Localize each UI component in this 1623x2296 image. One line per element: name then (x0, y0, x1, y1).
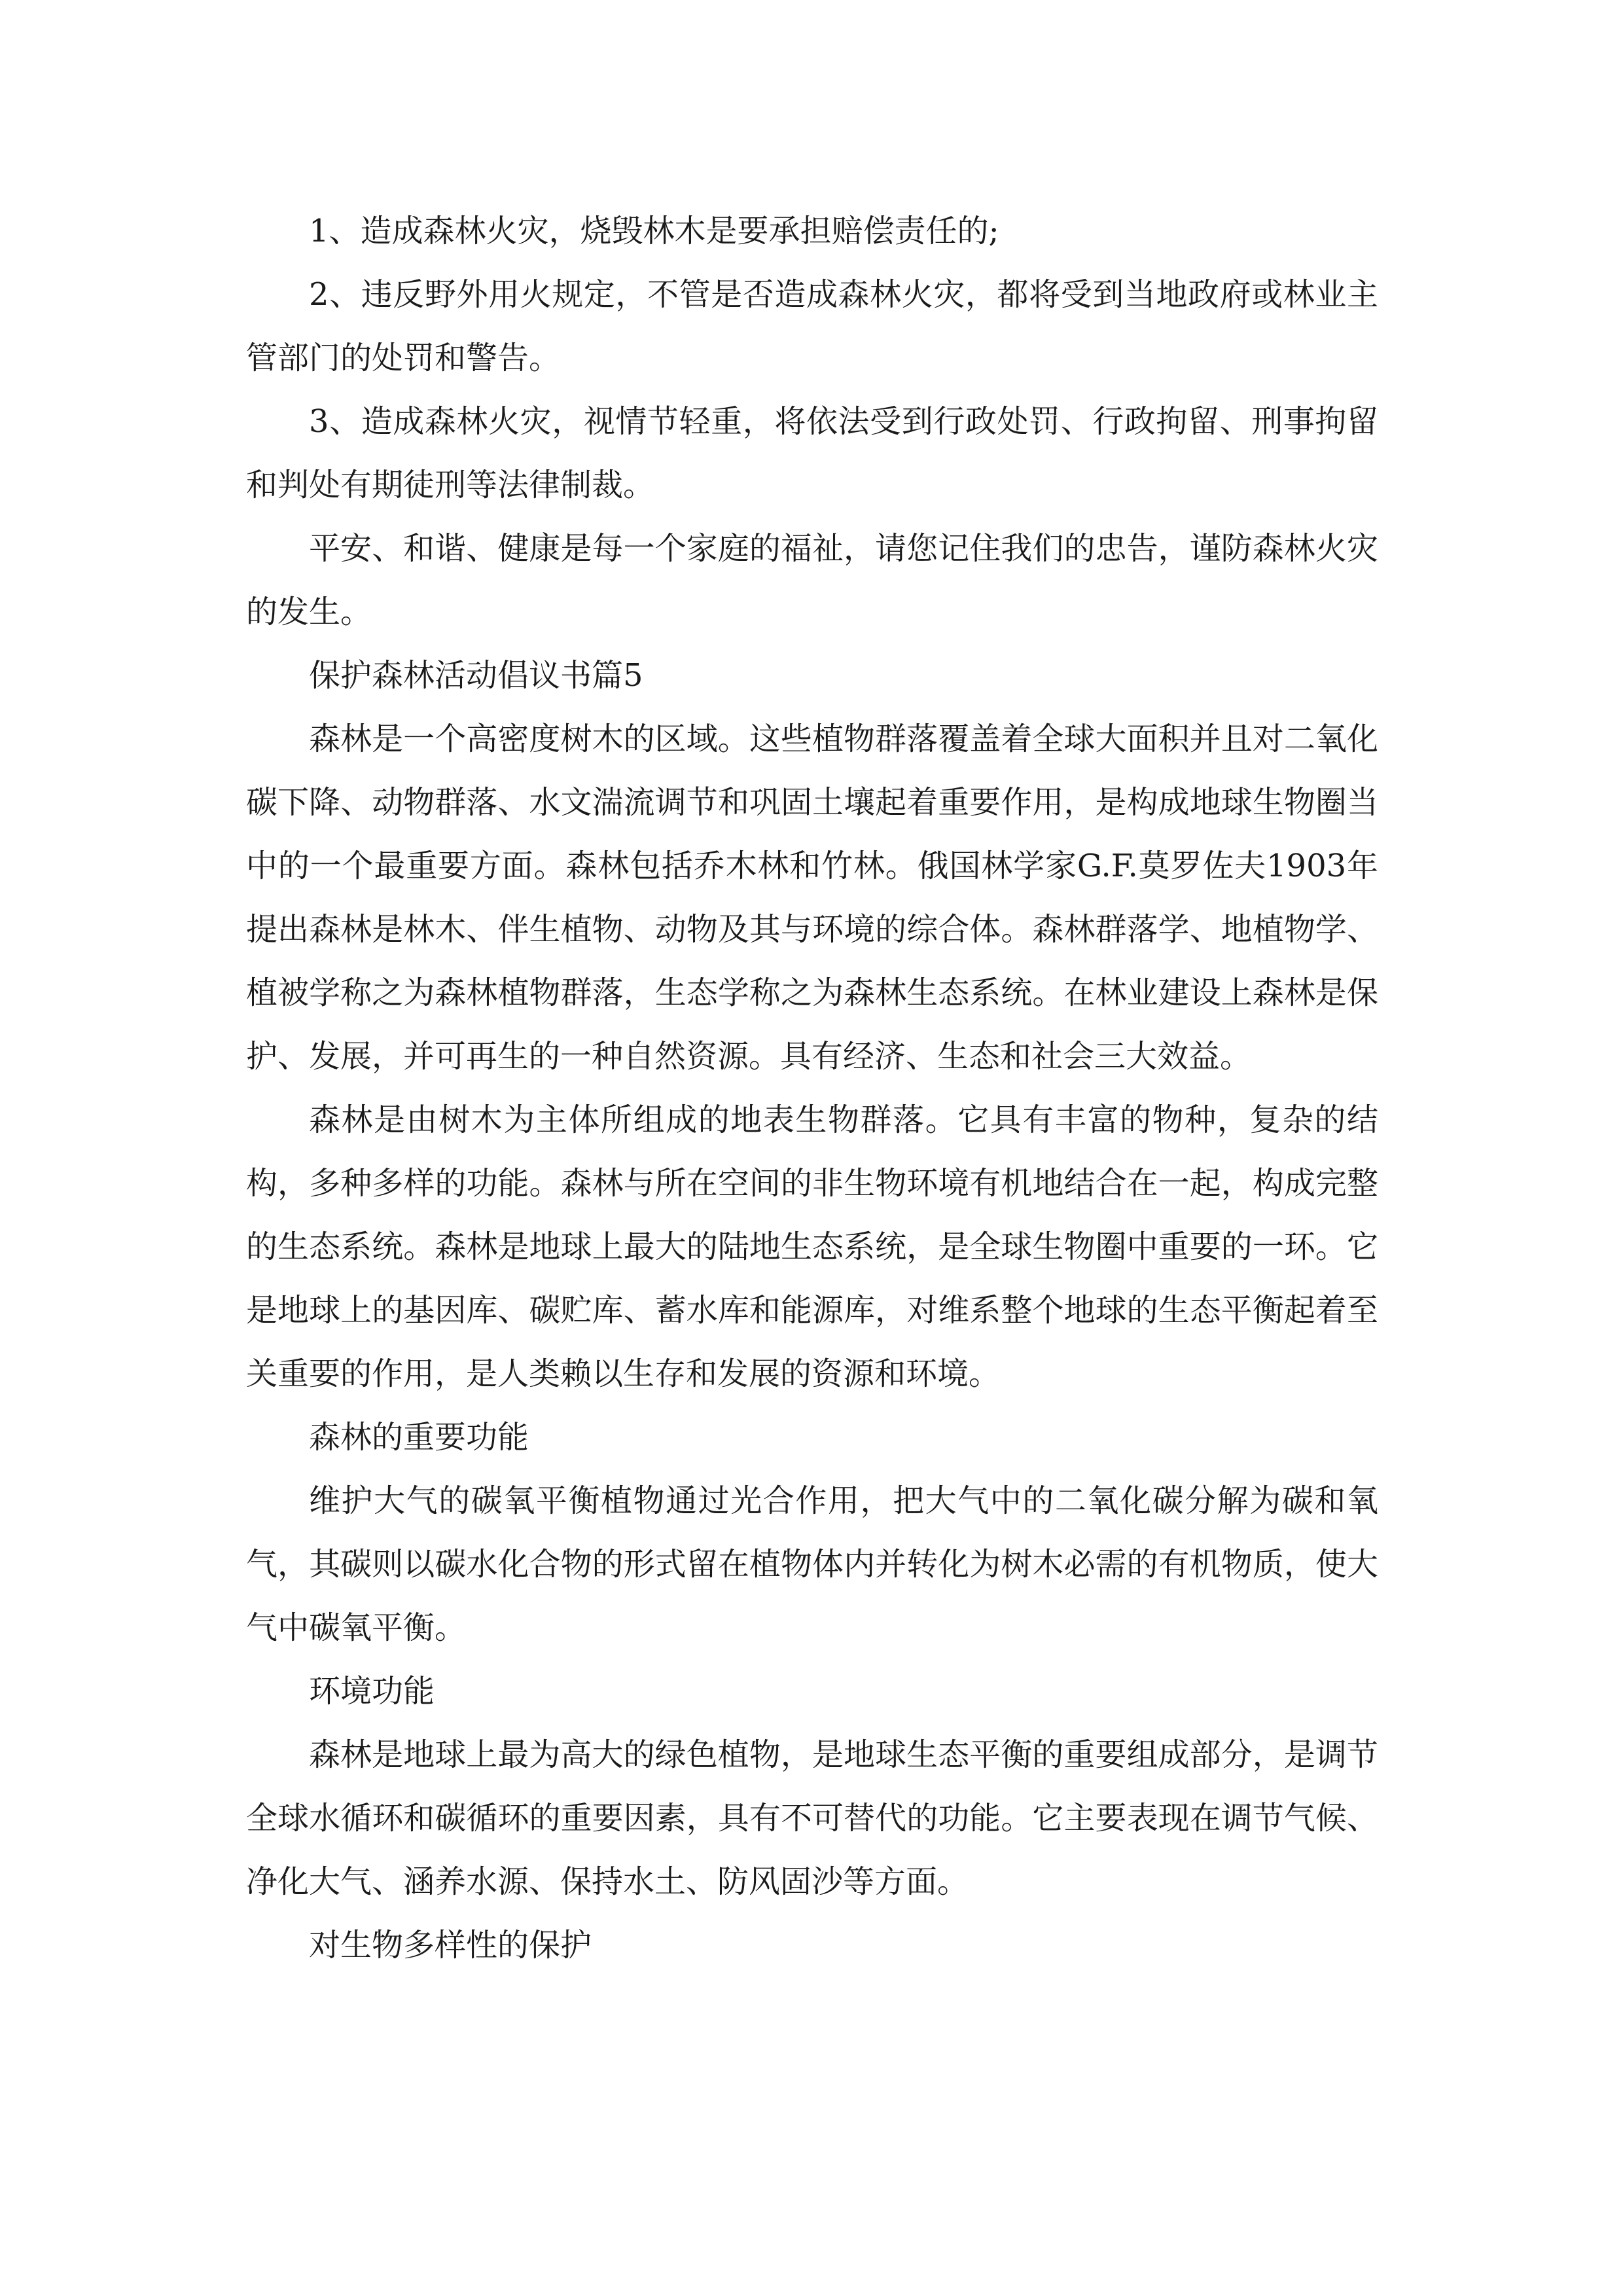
paragraph-carbon-oxygen: 维护大气的碳氧平衡植物通过光合作用，把大气中的二氧化碳分解为碳和氧气，其碳则以碳水化合物的形式留在植物体内并转化为树木必需的有机物质，使大气中碳氧平衡。 (246, 1482, 1378, 1646)
subheading-biodiversity: 对生物多样性的保护 (309, 1927, 592, 1964)
paragraph-environment: 森林是地球上最为高大的绿色植物，是地球生态平衡的重要组成部分，是调节全球水循环和碳循环的重要因素，具有不可替代的功能。它主要表现在调节气候、净化大气、涵养水源、保持水土、防风固沙等方面。 (246, 1736, 1378, 1900)
paragraph-item-1: 1、造成森林火灾，烧毁林木是要承担赔偿责任的; (309, 213, 999, 249)
paragraph-forest-definition: 森林是一个高密度树木的区域。这些植物群落覆盖着全球大面积并且对二氧化碳下降、动物群落、水文湍流调节和巩固土壤起着重要作用，是构成地球生物圈当中的一个最重要方面。森林包括乔木林和竹林。俄国林学家G.F.莫罗佐夫1903年提出森林是林木、伴生植物、动物及其与环境的综合体。森林群落学、地植物学、植被学称之为森林植物群落，生态学称之为森林生态系统。在林业建设上森林是保护、发展，并可再生的一种自然资源。具有经济、生态和社会三大效益。 (246, 721, 1378, 1075)
subheading-important-functions: 森林的重要功能 (309, 1419, 529, 1456)
paragraph-item-2: 2、违反野外用火规定，不管是否造成森林火灾，都将受到当地政府或林业主管部门的处罚和警告。 (246, 276, 1378, 376)
subheading-environment-function: 环境功能 (309, 1673, 435, 1710)
paragraph-item-3: 3、造成森林火灾，视情节轻重，将依法受到行政处罚、行政拘留、刑事拘留和判处有期徒刑等法律制裁。 (246, 403, 1378, 503)
document-body (246, 200, 1378, 1977)
paragraph-conclusion: 平安、和谐、健康是每一个家庭的福祉，请您记住我们的忠告，谨防森林火灾的发生。 (246, 530, 1378, 630)
paragraph-forest-ecosystem: 森林是由树木为主体所组成的地表生物群落。它具有丰富的物种，复杂的结构，多种多样的功能。森林与所在空间的非生物环境有机地结合在一起，构成完整的生态系统。森林是地球上最大的陆地生态系统，是全球生物圈中重要的一环。它是地球上的基因库、碳贮库、蓄水库和能源库，对维系整个地球的生态平衡起着至关重要的作用，是人类赖以生存和发展的资源和环境。 (246, 1102, 1378, 1392)
section-title: 保护森林活动倡议书篇5 (309, 657, 643, 694)
